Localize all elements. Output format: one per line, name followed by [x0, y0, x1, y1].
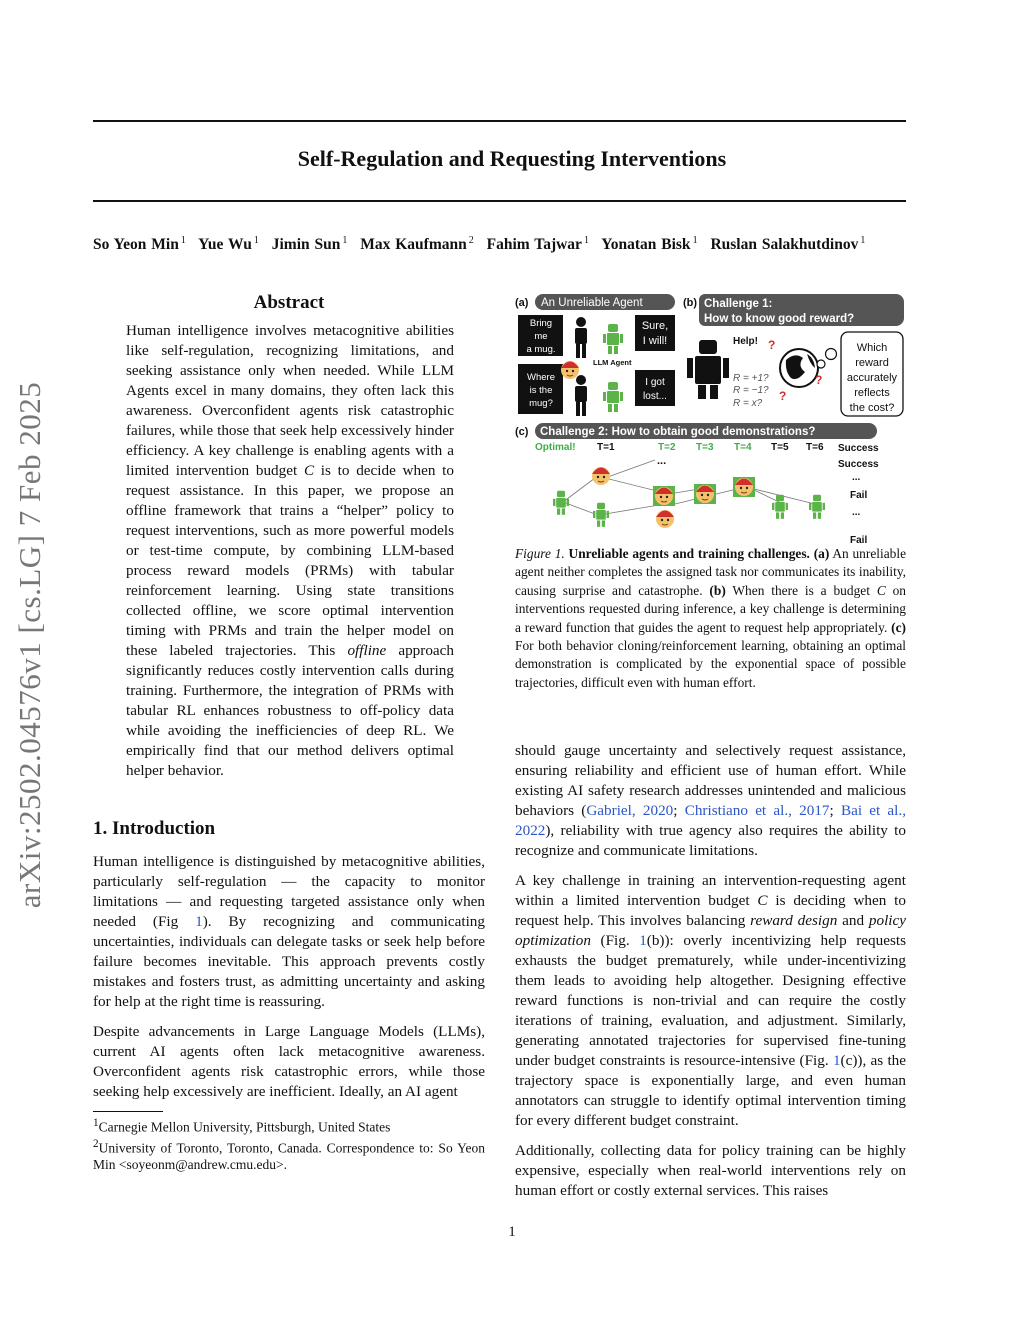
title-bottom-rule [93, 200, 906, 202]
citation-link[interactable]: Bai et al., 2022 [515, 802, 906, 839]
right-column [515, 741, 906, 1211]
author-affiliation: 2 [468, 235, 474, 246]
abstract-body [126, 321, 454, 781]
timestep-label: T=6 [806, 442, 824, 453]
panel-b-subtitle: How to know good reward? [704, 313, 855, 325]
author-name: Max Kaufmann [360, 236, 467, 254]
person-icon [575, 375, 587, 416]
caption-text: on interventions requested during inference, a key challenge is determining a reward function that guides the agent to request help appropriately. [515, 582, 907, 635]
paragraph-text: (c)), as the trajectory space is exponentially large, and even human annotators can struggle to identify optimal intervention timing for every different budget constraint. [515, 1052, 906, 1129]
timestep-label: T=4 [734, 442, 752, 453]
bubble-text: Sure, I will! [641, 320, 669, 347]
paragraph-text: Human intelligence is distinguished by metacognitive abilities, particularly self-regulation — the capacity to monitor limitations — and requesting targeted assistance only when needed (Fig [93, 853, 485, 930]
robot-icon [809, 495, 825, 519]
paragraph-text: ). By recognizing and communicating uncertainties, individuals can delegate tasks or seek help before failure becomes inevitable. This approach prevents costly mistakes and fosters trust, as admitting uncertainty and asking for help at the right time is reassuring. [93, 913, 485, 1010]
ellipsis: ... [657, 455, 667, 467]
footnote-marker: 2 [93, 1137, 99, 1150]
outcome-label: ... [852, 507, 861, 518]
reward-guesses: R = +1? R = −1? R = x? [733, 373, 769, 409]
question-mark-icon: ? [815, 373, 823, 387]
paragraph-text: is deciding when to request help. This involves balancing [515, 892, 906, 929]
human-helper-icon [696, 485, 714, 503]
robot-icon [593, 503, 609, 527]
author-name: Fahim Tajwar [486, 236, 582, 254]
thought-bubble-dot [817, 360, 825, 368]
timestep-label: T=1 [597, 442, 615, 453]
outcome-label: Fail [850, 490, 868, 501]
optimal-label: Optimal! [535, 442, 576, 453]
human-helper-icon [735, 478, 753, 496]
figure-1-illustration [515, 292, 906, 544]
figure-ref-link[interactable]: 1 [195, 913, 203, 930]
paragraph-text: A key challenge in training an intervention-requesting agent within a limited intervention budget [515, 872, 906, 909]
human-helper-icon [592, 467, 610, 485]
outcome-label: Success [838, 459, 879, 470]
citation-link[interactable]: Gabriel, 2020 [586, 802, 674, 819]
emphasis-reward-design: reward design [750, 912, 838, 929]
author-affiliation: 1 [692, 235, 698, 246]
paragraph-text: (Fig. [590, 932, 640, 949]
globe-icon [780, 349, 818, 387]
panel-c-title: Challenge 2: How to obtain good demonstrations? [540, 426, 816, 438]
abstract-text: Human intelligence involves metacognitive abilities like self-regulation, recognizing limitations, and seeking assistance only when needed. While LLM Agents excel in many domains, they often lack this awareness. Overconfident agents risk catastrophic failures, while those that seek help excessively hinder efficiency. A key challenge is enabling agents with a limited intervention budget [126, 322, 454, 479]
footnote-line [93, 1136, 485, 1174]
robot-icon [553, 491, 569, 515]
outcome-label: Success [838, 443, 879, 454]
author-name: Yue Wu [198, 236, 252, 254]
footnote-text: Carnegie Mellon University, Pittsburgh, United States [98, 1119, 391, 1135]
citation-separator: ; [829, 802, 841, 819]
robot-icon [603, 324, 623, 354]
timestep-label: T=2 [658, 442, 676, 453]
author-affiliation: 1 [342, 235, 348, 246]
outcome-label: Fail [850, 535, 868, 544]
human-helper-icon [655, 487, 673, 505]
budget-variable: C [757, 892, 768, 909]
section-heading-introduction: 1. Introduction [93, 818, 216, 839]
emphasis-policy-optimization: policy optimization [515, 912, 906, 949]
panel-a-title: An Unreliable Agent [541, 297, 643, 309]
question-mark-icon: ? [779, 389, 787, 403]
figure-1-caption [515, 545, 906, 692]
paragraph-text: ), reliability with true agency also requires the ability to recognize and communicate limitations. [515, 822, 906, 859]
surprised-face-icon [561, 361, 579, 379]
help-label: Help! [733, 336, 758, 347]
panel-b-label: (b) [683, 297, 698, 309]
paragraph-text: and [837, 912, 869, 929]
panel-a-label: (a) [515, 297, 529, 309]
bubble-text: Where is the mug? [527, 372, 555, 409]
author-name: Jimin Sun [271, 236, 341, 254]
arxiv-sidebar-stamp: arXiv:2502.04576v1 [cs.LG] 7 Feb 2025 [12, 381, 47, 909]
caption-label: Figure 1. [515, 546, 565, 561]
footnote-rule [93, 1111, 163, 1112]
person-icon [575, 317, 587, 358]
paragraph: Despite advancements in Large Language Models (LLMs), current AI agents often lack metacognitive awareness. Overconfident agents risk catastrophic errors, while those seeking help excessively are inefficient. Ideally, an AI agent [93, 1023, 485, 1100]
panel-c-label: (c) [515, 426, 529, 438]
outcome-label: ... [852, 472, 861, 483]
caption-text: When there is a budget [725, 582, 877, 598]
citation-link[interactable]: Christiano et al., 2017 [684, 802, 830, 819]
author-affiliation: 1 [583, 235, 589, 246]
author-affiliation: 1 [253, 235, 259, 246]
abstract-text: approach significantly reduces costly intervention calls during training. Furthermore, the integration of PRMs with tabular RL enhances robustness to off-policy data while avoiding the inefficiencies of deep RL. We empirically find that our method delivers optimal helper behavior. [126, 642, 455, 779]
figure-ref-link[interactable]: 1 [832, 1052, 841, 1069]
panel-b-title: Challenge 1: [704, 298, 773, 310]
citation-separator: ; [673, 802, 685, 819]
intro-column [93, 852, 485, 1112]
paragraph-text: should gauge uncertainty and selectively request assistance, ensuring reliability and efficient use of human effort. While existing AI safety research addresses unintended and malicious behaviors ( [515, 742, 906, 819]
author-affiliation: 1 [180, 235, 186, 246]
paragraph: Additionally, collecting data for policy training can be highly expensive, especially when real-world interventions rely on human effort or costly external services. This raises [515, 1142, 906, 1199]
caption-marker: (a) [813, 546, 830, 561]
author-affiliation: 1 [860, 235, 866, 246]
author-name: Ruslan Salakhutdinov [710, 236, 859, 254]
paragraph-text: (b)): overly incentivizing help requests exhausts the budget prematurely, while under-incentivizing them leads to avoiding help altogether. Designing effective reward functions is non-trivial and can require the costly iterations of training, evaluation, and adjustment. Similarly, generating annotated trajectories for supervised fine-tuning under budget constraints is resource-intensive (Fig. [515, 932, 906, 1069]
human-helper-icon [656, 510, 674, 528]
bubble-text: Bring me a mug. [526, 318, 556, 355]
footnote-marker: 1 [93, 1117, 99, 1129]
emphasis-offline: offline [347, 642, 387, 659]
top-rule [93, 120, 906, 122]
author-name: Yonatan Bisk [601, 236, 691, 254]
paragraph [515, 741, 906, 861]
question-mark-icon: ? [768, 338, 776, 352]
footnote-line [93, 1115, 485, 1136]
abstract-text: is to decide when to request assistance. In this paper, we propose an offline framework that trains a “helper” policy to request interventions, such as more powerful models or test-time compute, by combining LLM-based process reward models (PRMs) with tabular reinforcement learning. Using state transitions collected offline, we score optimal intervention timing with PRMs and train the helper model on these labeled trajectories. This [126, 462, 454, 659]
llm-agent-label: LLM Agent [593, 358, 632, 367]
bubble-text: I got lost... [643, 377, 667, 402]
paper-title: Self-Regulation and Requesting Interventions [297, 146, 727, 171]
budget-variable: C [303, 462, 315, 479]
author-name: So Yeon Min [93, 236, 179, 254]
robot-icon [603, 382, 623, 412]
footnote [93, 1115, 485, 1173]
caption-text: An unreliable agent neither completes the assigned task nor communicates its inability, causing surprise and catastrophe. [515, 546, 907, 598]
budget-variable: C [876, 582, 886, 598]
which-reward-text: Which reward accurately reflects the cost? [846, 342, 898, 414]
paragraph [515, 871, 906, 1131]
caption-marker: (c) [891, 619, 906, 635]
timestep-label: T=5 [771, 442, 789, 453]
author-list [93, 235, 873, 254]
abstract-heading: Abstract [253, 292, 325, 313]
timestep-label: T=3 [696, 442, 714, 453]
figure-ref-link[interactable]: 1 [639, 932, 647, 949]
big-robot-icon [687, 340, 729, 399]
robot-icon [772, 495, 788, 519]
paragraph [93, 852, 485, 1012]
caption-text: For both behavior cloning/reinforcement learning, obtaining an optimal demonstration is complicated by the exponential space of possible trajectories, difficult even with human effort. [515, 638, 906, 690]
caption-title: Unreliable agents and training challenges. [568, 546, 810, 561]
page-number: 1 [508, 1224, 516, 1240]
thought-bubble-dot [826, 349, 837, 360]
caption-marker: (b) [709, 582, 726, 598]
footnote-text: University of Toronto, Toronto, Canada. Correspondence to: So Yeon Min <soyeonm@andrew.cmu.edu>. [93, 1140, 485, 1172]
